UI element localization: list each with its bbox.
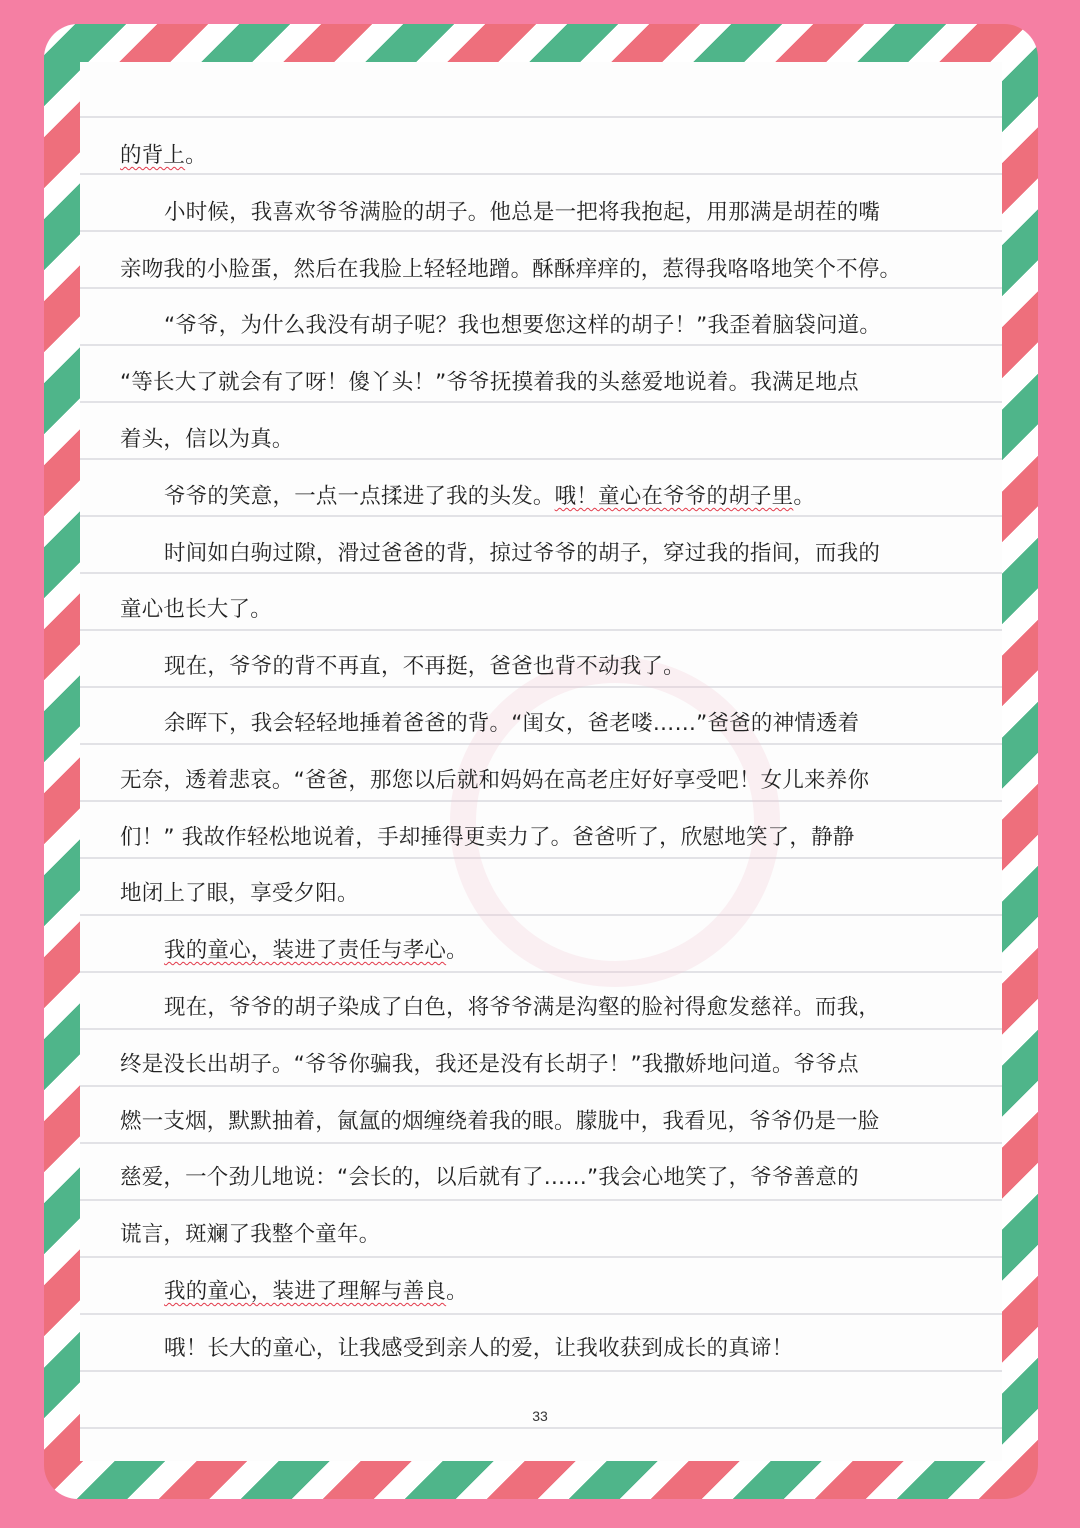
essay-line [120,1321,880,1378]
essay-line [120,923,880,980]
essay-line [120,639,880,696]
page-number: 33 [532,1408,548,1424]
wavy-underlined-phrase: 哦！童心在爷爷的胡子里 [554,483,794,509]
essay-line [120,1037,880,1094]
line-text: “等长大了就会有了呀！傻丫头！”爷爷抚摸着我的头慈爱地说着。我满足地点 [120,370,859,396]
essay-line [120,412,880,469]
essay-line [120,128,880,185]
line-text: 无奈，透着悲哀。“爸爸，那您以后就和妈妈在高老庄好好享受吧！女儿来养你 [120,767,870,793]
line-text: 终是没长出胡子。“爷爷你骗我，我还是没有长胡子！”我撒娇地问道。爷爷点 [120,1051,859,1077]
line-text-end: 。 [793,483,816,509]
essay-line [120,526,880,583]
line-text: 哦！长大的童心，让我感受到亲人的爱，让我收获到成长的真谛！ [164,1335,794,1361]
line-text: 们！” 我故作轻松地说着，手却捶得更卖力了。爸爸听了，欣慰地笑了，静静 [120,824,855,850]
line-text: 现在，爷爷的背不再直，不再挺，爸爸也背不动我了。 [164,654,685,680]
essay-line [120,185,880,242]
line-text-end: 。 [446,1278,468,1304]
wavy-underlined-phrase: 我的童心，装进了理解与善良 [164,1278,447,1304]
line-text: 现在，爷爷的胡子染成了白色，将爷爷满是沟壑的脸衬得愈发慈祥。而我， [164,994,881,1020]
line-text-end: 。 [446,938,468,964]
essay-line [120,980,880,1037]
essay-line [120,1094,880,1151]
essay-line [120,1207,880,1264]
line-text: 燃一支烟，默默抽着，氤氲的烟缠绕着我的眼。朦胧中，我看见，爷爷仍是一脸 [120,1108,880,1134]
essay-line [120,810,880,867]
essay-line [120,753,880,810]
essay-line [120,696,880,753]
line-text: 时间如白驹过隙，滑过爸爸的背，掠过爷爷的胡子，穿过我的指间，而我的 [164,540,881,566]
line-text: 地闭上了眼，享受夕阳。 [120,881,359,907]
wavy-underlined-phrase: 我的童心，装进了责任与孝心 [164,938,447,964]
line-text: 慈爱，一个劲儿地说：“会长的，以后就有了……”我会心地笑了，爷爷善意的 [120,1165,859,1191]
line-text-end: 。 [185,143,207,168]
essay-line [120,355,880,412]
essay-line [120,866,880,923]
essay-line [120,469,880,526]
line-text: 谎言，斑斓了我整个童年。 [120,1222,381,1248]
line-text: 亲吻我的小脸蛋，然后在我脸上轻轻地蹭。酥酥痒痒的，惹得我咯咯地笑个不停。 [120,256,902,282]
essay-line [120,298,880,355]
essay-line [120,1264,880,1321]
wavy-underlined-phrase: 的背上 [120,143,186,168]
essay-line [120,582,880,639]
essay-line [120,242,902,299]
line-text: 童心也长大了。 [120,597,272,623]
essay-text [120,128,902,1378]
line-text: 小时候，我喜欢爷爷满脸的胡子。他总是一把将我抱起，用那满是胡茬的嘴 [164,199,881,225]
essay-line [120,1150,880,1207]
line-text: 爷爷的笑意，一点一点揉进了我的头发。 [164,483,555,509]
line-text: 余晖下，我会轻轻地捶着爸爸的背。“闺女，爸老喽……”爸爸的神情透着 [164,710,860,736]
line-text: “爷爷，为什么我没有胡子呢？我也想要您这样的胡子！”我歪着脑袋问道。 [164,313,882,339]
line-text: 着头，信以为真。 [120,426,294,452]
